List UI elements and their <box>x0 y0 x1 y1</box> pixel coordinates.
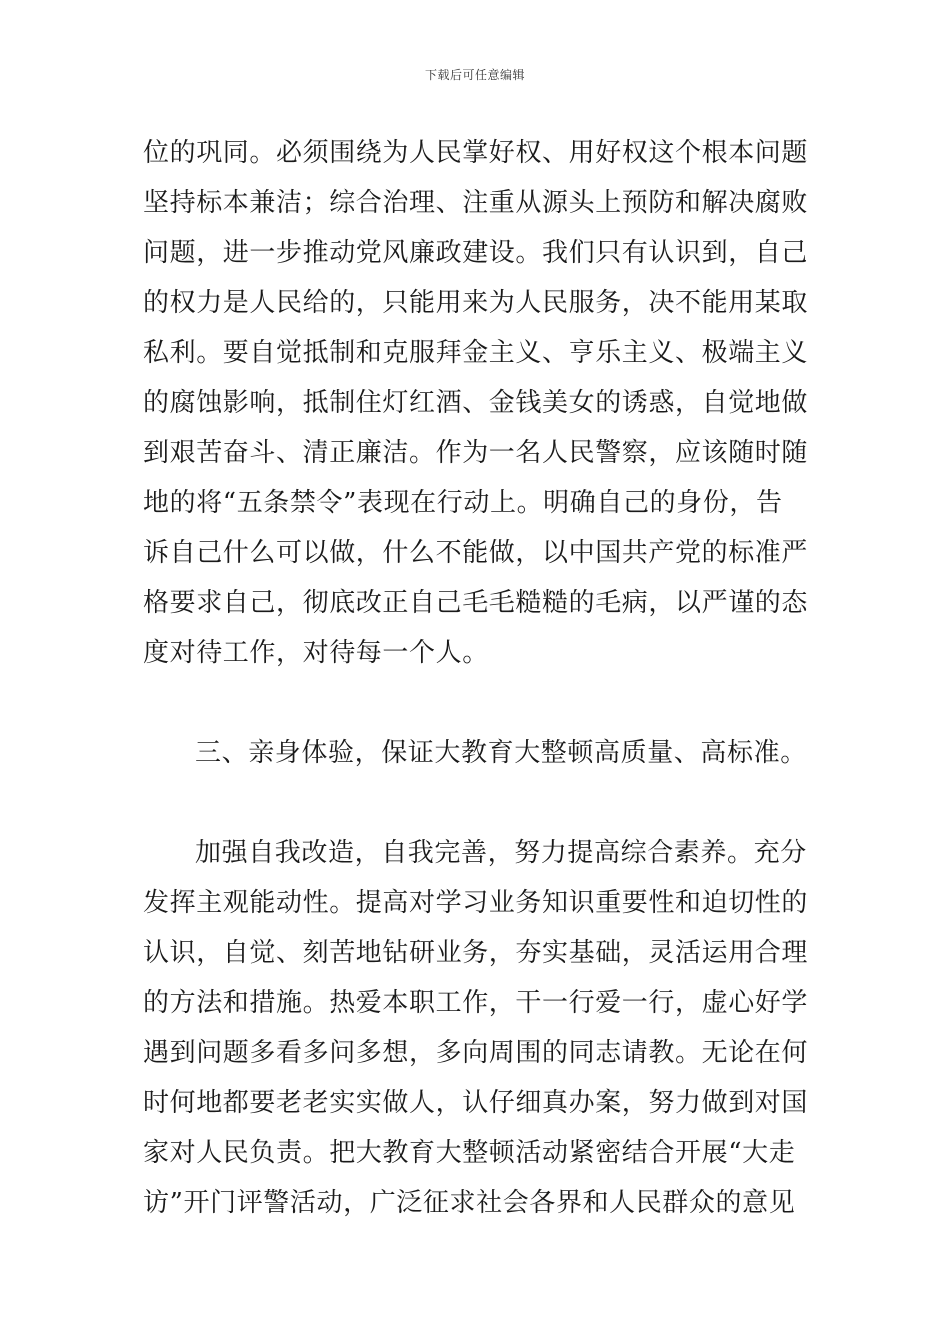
text-line: 度对待工作，对待每一个人。 <box>143 638 489 668</box>
text-line: 遇到问题多看多问多想，多向周围的同志请教。无论在何 <box>143 1038 809 1068</box>
paragraph-spacer <box>143 778 807 828</box>
text-line: 的权力是人民给的，只能用来为人民服务，决不能用某取 <box>143 288 809 318</box>
document-body <box>143 128 807 1228</box>
text-line: 家对人民负责。把大教育大整顿活动紧密结合开展“大走 <box>143 1138 796 1168</box>
text-line: 坚持标本兼洁；综合治理、注重从源头上预防和解决腐败 <box>143 188 809 218</box>
text-line: 发挥主观能动性。提高对学习业务知识重要性和迫切性的 <box>143 888 809 918</box>
text-line: 的方法和措施。热爱本职工作，干一行爱一行，虚心好学 <box>143 988 809 1018</box>
paragraph-spacer <box>143 678 807 728</box>
text-line: 访”开门评警活动，广泛征求社会各界和人民群众的意见 <box>143 1188 796 1218</box>
text-line: 地的将“五条禁令”表现在行动上。明确自己的身份，告 <box>143 488 783 518</box>
header-note: 下载后可任意编辑 <box>424 68 525 82</box>
text-line: 格要求自己，彻底改正自己毛毛糙糙的毛病，以严谨的态 <box>143 588 809 618</box>
text-line: 位的巩同。必须围绕为人民掌好权、用好权这个根本问题 <box>143 138 809 168</box>
paragraph-1 <box>143 128 807 678</box>
section-heading: 三、亲身体验，保证大教育大整顿高质量、高标准。 <box>195 738 807 768</box>
text-line: 私利。要自觉抵制和克服拜金主义、亨乐主义、极端主义 <box>143 338 809 368</box>
text-line: 诉自己什么可以做，什么不能做，以中国共产党的标准严 <box>143 538 809 568</box>
text-line: 的腐蚀影响，抵制住灯红酒、金钱美女的诱惑，自觉地做 <box>143 388 809 418</box>
text-line: 加强自我改造，自我完善，努力提高综合素养。充分 <box>195 838 807 868</box>
text-line: 问题，进一步推动党风廉政建设。我们只有认识到，自己 <box>143 238 809 268</box>
text-line: 到艰苦奋斗、清正廉洁。作为一名人民警察，应该随时随 <box>143 438 809 468</box>
paragraph-2 <box>143 828 807 1228</box>
text-line: 认识，自觉、刻苦地钻研业务，夯实基础，灵活运用合理 <box>143 938 809 968</box>
text-line: 时何地都要老老实实做人，认仔细真办案，努力做到对国 <box>143 1088 809 1118</box>
